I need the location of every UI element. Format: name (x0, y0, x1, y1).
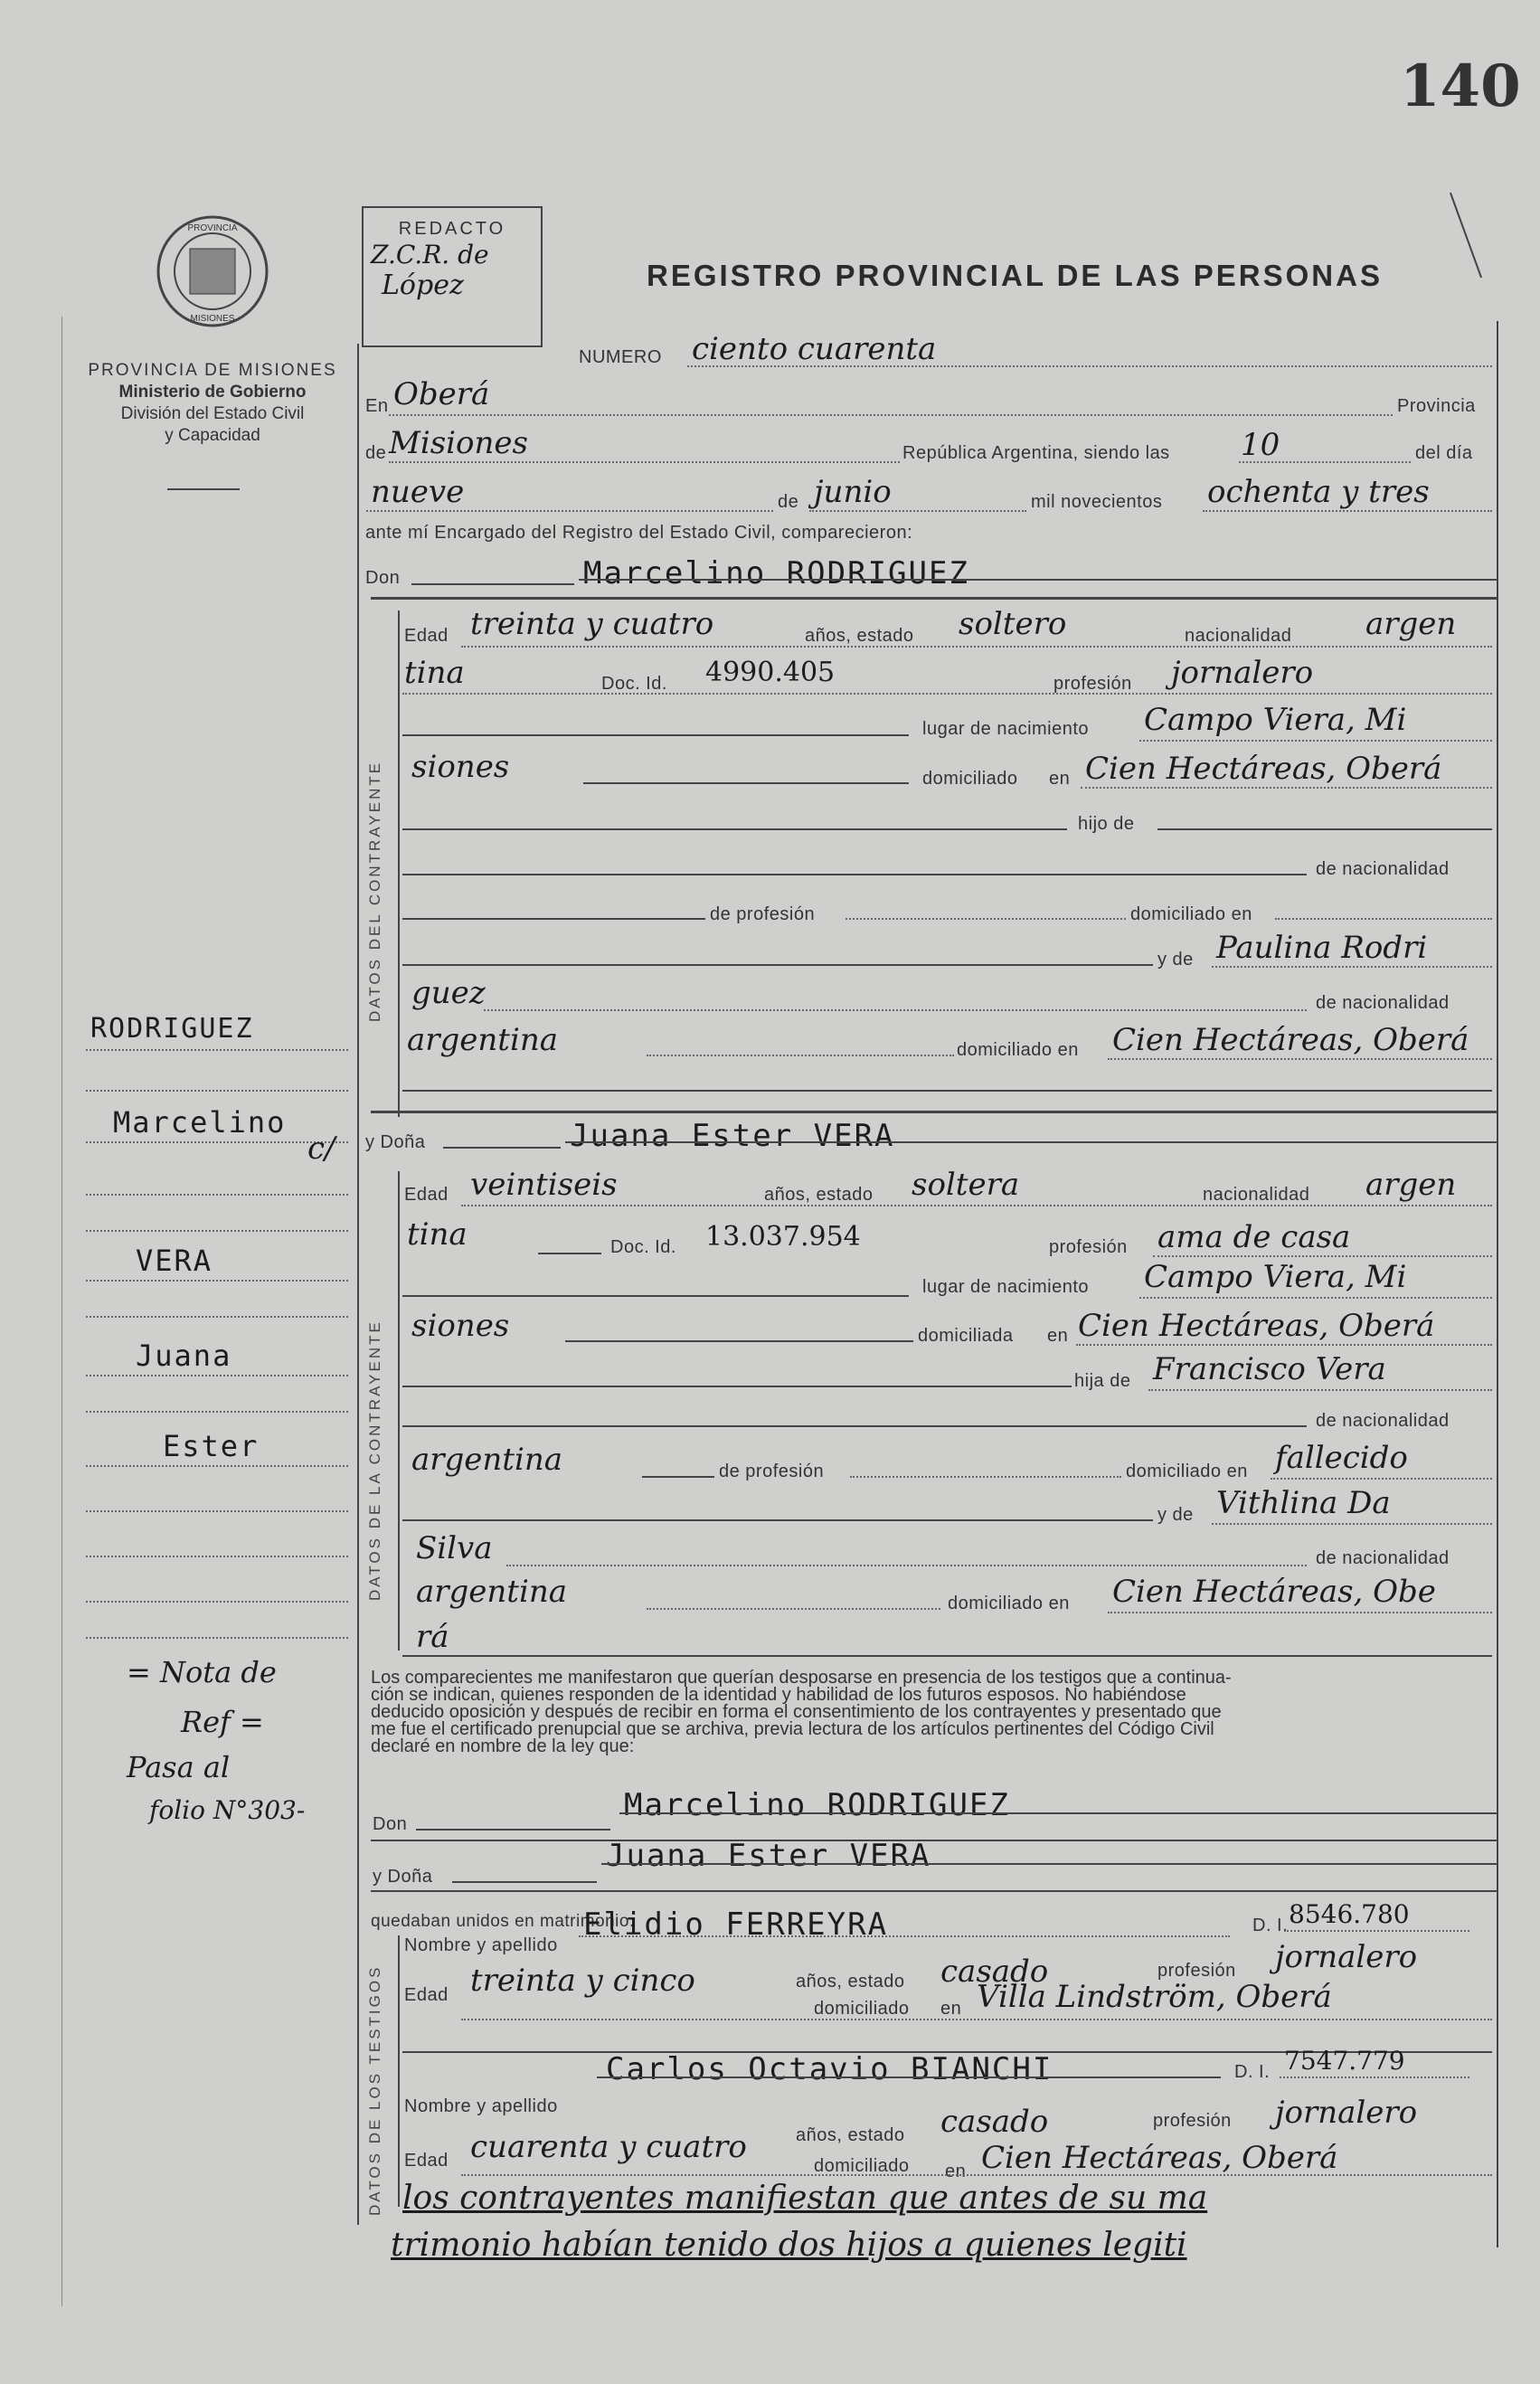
mil-label: mil novecientos (1031, 492, 1163, 512)
nacionalidad-label: nacionalidad (1185, 626, 1292, 646)
header-province-block (77, 360, 348, 447)
bride-mother-nationality: argentina (416, 1574, 568, 1610)
groom-mother-1: Paulina Rodri (1216, 930, 1428, 966)
bride-status: soltera (912, 1167, 1020, 1203)
bride-father-dom-label: domiciliado en (1126, 1462, 1248, 1481)
witness1-status: casado (940, 1954, 1049, 1990)
t2-nombre-label: Nombre y apellido (404, 2096, 558, 2116)
bride-prof-label: profesión (1049, 1237, 1128, 1257)
witness1-address: Villa Lindström, Oberá (977, 1979, 1332, 2015)
ministry-name: Ministerio de Gobierno (118, 383, 307, 402)
father-address-label: domiciliado en (1130, 904, 1252, 924)
provincial-seal-icon (154, 213, 271, 330)
province-value: Misiones (389, 425, 528, 461)
margin-given-2: Juana (136, 1339, 232, 1373)
groom-age: treinta y cuatro (470, 606, 714, 642)
en-label: En (365, 396, 389, 416)
groom-doc-number: 4990.405 (705, 657, 836, 688)
witness2-age: cuarenta y cuatro (470, 2129, 747, 2165)
declaration-paragraph (371, 1670, 1492, 1755)
witness1-age: treinta y cinco (470, 1963, 695, 1999)
bride-nac-label: nacionalidad (1203, 1185, 1310, 1205)
bride-father-nac-label: de nacionalidad (1316, 1411, 1450, 1431)
margin-note-2: Ref = (181, 1705, 264, 1739)
corner-mark (1450, 193, 1482, 279)
hija-de-label: hija de (1074, 1371, 1131, 1391)
father-nationality-label: de nacionalidad (1316, 859, 1450, 879)
de-month-label: de (778, 492, 799, 512)
bride-nationality-2: tina (407, 1216, 468, 1253)
declared-groom: Marcelino RODRIGUEZ (624, 1787, 1010, 1823)
margin-note-4: folio N°303- (149, 1795, 306, 1825)
witness1-id: 8546.780 (1289, 1899, 1410, 1929)
groom-address: Cien Hectáreas, Oberá (1085, 751, 1442, 787)
margin-note-3: Pasa al (127, 1750, 231, 1784)
province-name: PROVINCIA DE MISIONES (88, 361, 337, 380)
bride-doc-number: 13.037.954 (705, 1221, 861, 1253)
groom-mother-nationality: argentina (407, 1022, 559, 1058)
t2-anos-label: años, estado (796, 2125, 905, 2145)
redacto-name-2: López (382, 270, 464, 301)
bride-mother-address-2: rá (416, 1619, 449, 1655)
day-value: nueve (371, 474, 465, 510)
groom-profession: jornalero (1171, 655, 1314, 691)
numero-label: NUMERO (579, 347, 662, 367)
witness2-status: casado (940, 2104, 1049, 2140)
ante-text: ante mí Encargado del Registro del Estado Civil, comparecieron: (365, 523, 913, 543)
bride-address: Cien Hectáreas, Oberá (1078, 1308, 1435, 1344)
profesion-label: profesión (1053, 674, 1132, 694)
paragraph-line: declaré en nombre de la ley que: (371, 1736, 635, 1756)
y-de-label: y de (1157, 950, 1194, 970)
t1-anos-label: años, estado (796, 1972, 905, 1991)
year-value: ochenta y tres (1207, 474, 1430, 510)
doc-label: Doc. Id. (601, 674, 667, 694)
mother-address-label: domiciliado en (957, 1040, 1079, 1060)
city-value: Oberá (393, 376, 490, 412)
groom-name: Marcelino RODRIGUEZ (583, 555, 969, 591)
groom-section-label: DATOS DEL CONTRAYENTE (366, 760, 383, 1022)
del-dia-label: del día (1415, 443, 1473, 463)
margin-given-3: Ester (163, 1429, 260, 1463)
bride-lugar-label: lugar de nacimiento (922, 1277, 1090, 1297)
don-label: Don (365, 568, 401, 588)
father-profession-label: de profesión (710, 904, 816, 924)
bride-mother-dom-label: domiciliado en (948, 1594, 1070, 1613)
final-note-line-1: los contrayentes manifiestan que antes de su ma (402, 2180, 1208, 2217)
t2-prof-label: profesión (1153, 2111, 1232, 2131)
hour-value: 10 (1241, 427, 1280, 463)
margin-surname-1: RODRIGUEZ (90, 1013, 254, 1045)
domicilio-en-label: en (1049, 769, 1071, 789)
groom-birthplace-2: siones (411, 749, 510, 785)
witness2-profession: jornalero (1275, 2095, 1418, 2131)
paragraph-line: Los comparecientes me manifestaron que querían desposarse en presencia de los testigos que a continua- (371, 1668, 1232, 1688)
seal-top-text: PROVINCIA (187, 223, 238, 233)
division-name-2: y Capacidad (165, 426, 260, 445)
bride-mother-2: Silva (416, 1530, 493, 1566)
paragraph-line: deducido oposición y después de recibir en forma el consentimiento de los contrayentes y presentado que (371, 1702, 1222, 1722)
declared-bride: Juana Ester VERA (606, 1838, 931, 1874)
groom-nationality-1: argen (1365, 606, 1457, 642)
mother-nationality-label: de nacionalidad (1316, 993, 1450, 1013)
t1-dom-en: en (940, 1999, 962, 2019)
bride-domiciliada-label: domiciliada (918, 1326, 1014, 1346)
bride-nationality-1: argen (1365, 1167, 1457, 1203)
witness1-name: Elidio FERREYRA (583, 1906, 889, 1943)
groom-status: soltero (959, 606, 1067, 642)
bride-edad-label: Edad (404, 1185, 449, 1205)
bride-doc-label: Doc. Id. (610, 1237, 676, 1257)
t2-di-label: D. I. (1234, 2062, 1271, 2082)
bride-name: Juana Ester VERA (570, 1118, 895, 1154)
t1-dom-label: domiciliado (814, 1999, 910, 2019)
t1-prof-label: profesión (1157, 1961, 1236, 1981)
t1-nombre-label: Nombre y apellido (404, 1935, 558, 1955)
declara-don-label: Don (373, 1814, 408, 1834)
declara-dona-label: y Doña (373, 1867, 433, 1887)
bride-father: Francisco Vera (1153, 1351, 1386, 1387)
redacto-box (362, 206, 543, 347)
t2-dom-en: en (945, 2162, 967, 2181)
de-label: de (365, 443, 387, 463)
final-note-line-2: trimonio habían tenido dos hijos a quienes legiti (391, 2227, 1187, 2264)
bride-birthplace-1: Campo Viera, Mi (1144, 1259, 1407, 1295)
paragraph-line: me fue el certificado prenupcial que se archiva, previa lectura de los artículos pertinentes del Código Civil (371, 1719, 1214, 1739)
witness2-address: Cien Hectáreas, Oberá (981, 2140, 1338, 2176)
bride-father-status: fallecido (1275, 1440, 1408, 1476)
margin-note-1: = Nota de (127, 1655, 277, 1689)
bride-age: veintiseis (470, 1167, 618, 1203)
groom-mother-2: guez (411, 975, 486, 1011)
bride-section-label: DATOS DE LA CONTRAYENTE (366, 1320, 383, 1601)
groom-nationality-2: tina (404, 655, 465, 691)
t2-dom-label: domiciliado (814, 2156, 910, 2176)
witness1-profession: jornalero (1275, 1939, 1418, 1975)
bride-birthplace-2: siones (411, 1308, 510, 1344)
margin-surname-2: VERA (136, 1244, 213, 1278)
t2-edad-label: Edad (404, 2151, 449, 2171)
bride-father-prof-label: de profesión (719, 1462, 825, 1481)
witness2-id: 7547.779 (1284, 2046, 1405, 2076)
redacto-name-1: Z.C.R. de (371, 240, 489, 270)
t1-di-label: D. I. (1252, 1916, 1289, 1935)
division-name: División del Estado Civil (120, 404, 305, 423)
bride-anos-label: años, estado (764, 1185, 874, 1205)
bride-father-nationality: argentina (411, 1442, 563, 1478)
document-title: REGISTRO PROVINCIAL DE LAS PERSONAS (647, 259, 1383, 292)
numero-value: ciento cuarenta (692, 331, 937, 367)
paragraph-line: ción se indican, quienes responden de la identidad y habilidad de los futuros esposos. No habiéndose (371, 1685, 1186, 1705)
bride-mother-nac-label: de nacionalidad (1316, 1548, 1450, 1568)
bride-mother-1: Vithlina Da (1216, 1485, 1391, 1521)
bride-profession: ama de casa (1157, 1219, 1351, 1255)
redacto-label: REDACTO (398, 219, 506, 239)
seal-bottom-text: MISIONES (190, 314, 235, 324)
witness2-name: Carlos Octavio BIANCHI (606, 2051, 1053, 2087)
edad-label: Edad (404, 626, 449, 646)
folio-number: 140 (1400, 52, 1521, 120)
republica-label: República Argentina, siendo las (902, 443, 1170, 463)
margin-given-1: Marcelino (113, 1105, 287, 1140)
quedaban-text: quedaban unidos en matrimonio. (371, 1912, 635, 1931)
groom-mother-address: Cien Hectáreas, Oberá (1112, 1022, 1469, 1058)
month-value: junio (814, 474, 892, 510)
bride-y-de-label: y de (1157, 1505, 1194, 1525)
bride-mother-address: Cien Hectáreas, Obe (1112, 1574, 1436, 1610)
provincia-label: Provincia (1397, 396, 1476, 416)
witnesses-section-label: DATOS DE LOS TESTIGOS (366, 1964, 383, 2216)
lugar-label: lugar de nacimiento (922, 719, 1090, 739)
domiciliado-label: domiciliado (922, 769, 1018, 789)
margin-connector: c/ (307, 1131, 335, 1167)
t1-edad-label: Edad (404, 1985, 449, 2005)
dona-label: y Doña (365, 1132, 426, 1152)
anos-estado-label: años, estado (805, 626, 914, 646)
hijo-de-label: hijo de (1078, 814, 1135, 834)
groom-birthplace-1: Campo Viera, Mi (1144, 702, 1407, 738)
bride-dom-en-label: en (1047, 1326, 1069, 1346)
